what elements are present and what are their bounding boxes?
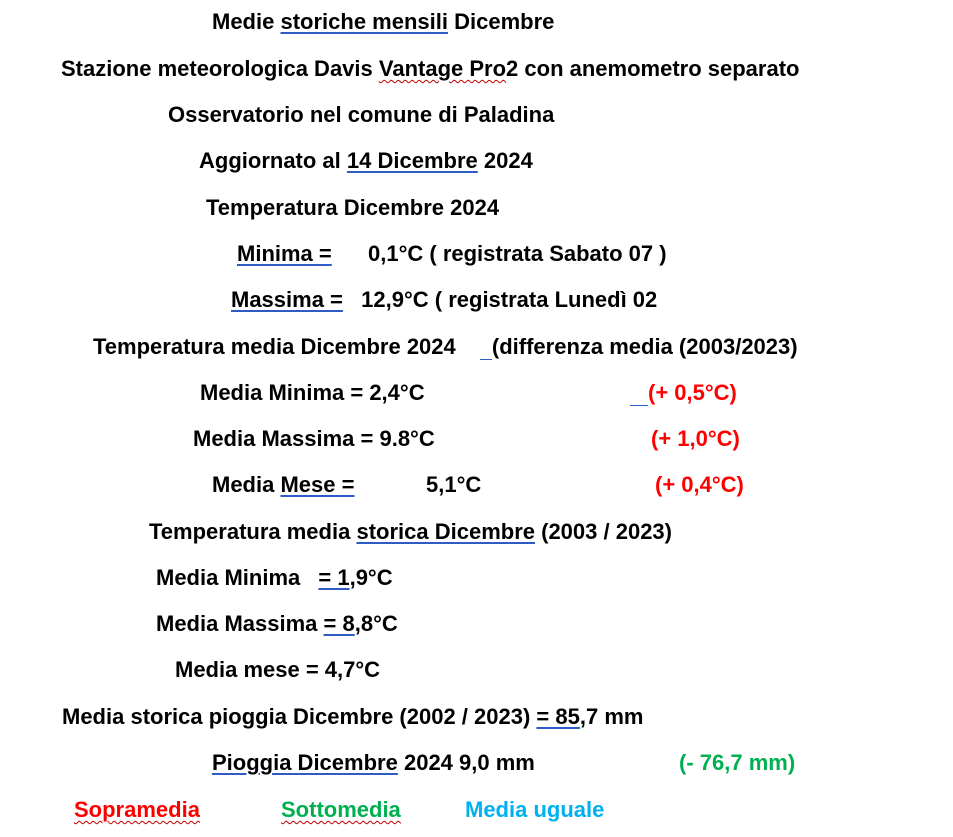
historic-min-eq: = 1 — [318, 565, 350, 590]
updated-date: 14 Dicembre — [346, 148, 478, 173]
avg-min-diff-row — [630, 380, 737, 406]
legend-equal: Media uguale — [465, 797, 605, 822]
current-avg-title: Temperatura media Dicembre 2024 — [93, 334, 456, 359]
observatory-line: Osservatorio nel comune di Paladina — [168, 102, 555, 127]
updated-label: Aggiornato al — [199, 148, 341, 173]
historic-min-label: Media Minima — [156, 565, 301, 590]
updated-line — [199, 148, 533, 174]
legend-below: Sottomedia — [281, 797, 401, 822]
historic-title-line — [149, 519, 672, 545]
avg-month-row — [212, 472, 354, 498]
avg-min-diff: (+ 0,5°C) — [648, 380, 737, 405]
historic-title-b: storica Dicembre — [356, 519, 535, 544]
title-word-medie: Medie — [212, 9, 275, 34]
current-min-label: Minima = — [237, 241, 332, 266]
title-underlined: storiche mensili — [280, 9, 448, 34]
avg-month-diff: (+ 0,4°C) — [655, 472, 744, 497]
current-max-value: 12,9°C ( registrata Lunedì 02 — [361, 287, 658, 312]
historic-min-line — [156, 565, 393, 591]
current-max-label: Massima = — [231, 287, 343, 312]
current-title: Temperatura Dicembre 2024 — [206, 195, 500, 220]
updated-year: 2024 — [483, 148, 533, 173]
current-max-line — [231, 287, 657, 313]
title-month: Dicembre — [454, 9, 555, 34]
historic-title-c: (2003 / 2023) — [541, 519, 672, 544]
current-avg-diff-label: (differenza media (2003/2023) — [491, 334, 798, 359]
historic-min-value: ,9°C — [349, 565, 393, 590]
historic-month-line: Media mese = 4,7°C — [175, 657, 381, 682]
rain-current-label: Pioggia Dicembre — [212, 750, 398, 775]
avg-max-row: Media Massima = 9.8°C — [193, 426, 435, 451]
rain-current-value: 2024 9,0 mm — [403, 750, 535, 775]
historic-title-a: Temperatura media — [149, 519, 351, 544]
station-suffix: 2 con anemometro separato — [506, 56, 800, 81]
current-avg-title-line — [93, 334, 798, 360]
current-min-line — [237, 241, 667, 267]
current-min-value: 0,1°C ( registrata Sabato 07 ) — [368, 241, 667, 266]
avg-month-label-a: Media — [212, 472, 275, 497]
rain-current-diff: (- 76,7 mm) — [679, 750, 796, 775]
historic-max-eq: = 8 — [323, 611, 355, 636]
avg-max-diff: (+ 1,0°C) — [651, 426, 740, 451]
rain-historic-value: ,7 mm — [579, 704, 644, 729]
historic-max-line — [156, 611, 398, 637]
avg-month-value: 5,1°C — [426, 472, 482, 497]
rain-historic-label: Media storica pioggia Dicembre (2002 / 2023) — [62, 704, 531, 729]
rain-current-line — [212, 750, 535, 776]
historic-max-label: Media Massima — [156, 611, 318, 636]
rain-historic-line — [62, 704, 643, 730]
station-line — [61, 56, 799, 82]
legend-above: Sopramedia — [74, 797, 200, 822]
rain-historic-eq: = 85 — [536, 704, 580, 729]
historic-max-value: ,8°C — [354, 611, 398, 636]
station-name: Stazione meteorologica Davis — [61, 56, 373, 81]
avg-month-label-b: Mese = — [280, 472, 355, 497]
title-line — [212, 9, 554, 35]
avg-min-row: Media Minima = 2,4°C — [200, 380, 425, 405]
underline-gap — [480, 339, 492, 360]
station-model: Vantage Pro — [378, 56, 507, 81]
underline-gap-2 — [630, 385, 648, 406]
